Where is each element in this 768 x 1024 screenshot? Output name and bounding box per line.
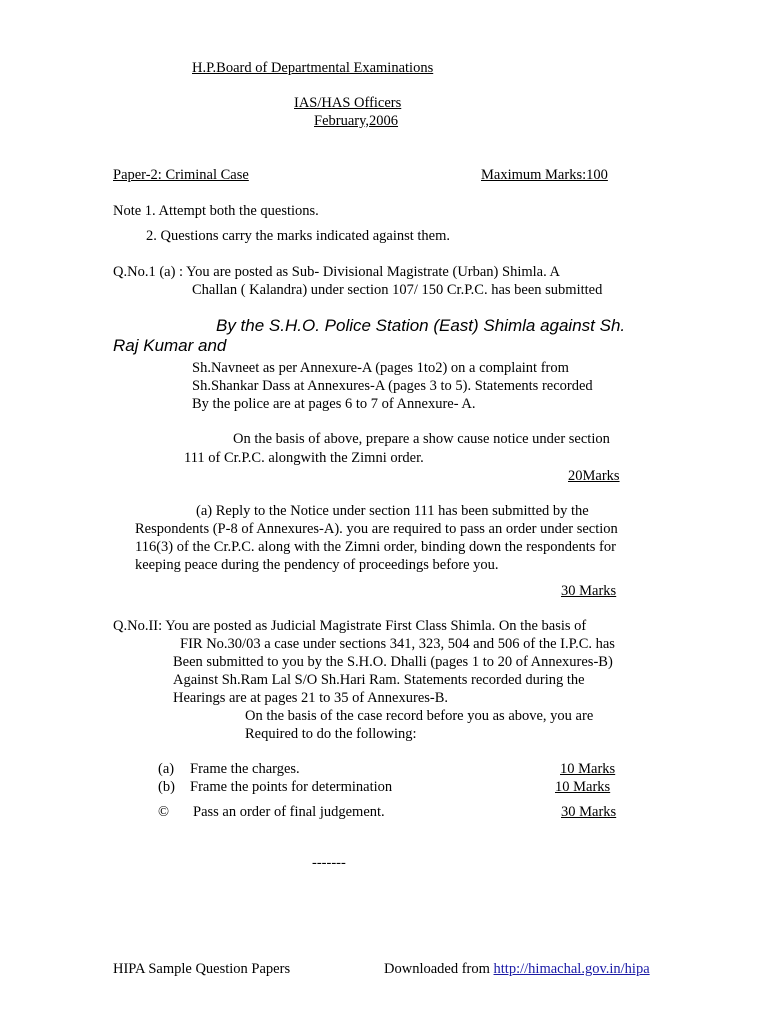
note-1: Note 1. Attempt both the questions. <box>113 203 319 219</box>
q1b-line-1: (a) Reply to the Notice under section 111 has been submitted by the <box>196 503 589 519</box>
q1b-line-2: Respondents (P-8 of Annexures-A). you are required to pass an order under section <box>135 521 618 537</box>
q1b-marks: 30 Marks <box>561 583 617 599</box>
officers-heading: IAS/HAS Officers <box>294 95 402 111</box>
max-marks: Maximum Marks:100 <box>481 167 608 183</box>
q2-line-3: Been submitted to you by the S.H.O. Dhalli (pages 1 to 20 of Annexures-B) <box>173 654 613 670</box>
footer-prefix: Downloaded from <box>384 961 490 977</box>
q2-line-7: Required to do the following: <box>245 726 417 742</box>
q1b-line-4: keeping peace during the pendency of proceedings before you. <box>135 557 499 573</box>
q1-line-4: Raj Kumar and <box>113 336 227 355</box>
q2-line-6: On the basis of the case record before you as above, you are <box>245 708 594 724</box>
q2-line-1: Q.No.II: You are posted as Judicial Magistrate First Class Shimla. On the basis of <box>113 618 587 634</box>
item-marks: 10 Marks <box>560 761 616 777</box>
item-marks: 30 Marks <box>561 804 617 820</box>
q1-line-5: Sh.Navneet as per Annexure-A (pages 1to2) on a complaint from <box>192 360 569 376</box>
board-title: H.P.Board of Departmental Examinations <box>192 60 434 76</box>
footer-left: HIPA Sample Question Papers <box>113 961 291 977</box>
q1b-line-3: 116(3) of the Cr.P.C. along with the Zimni order, binding down the respondents for <box>135 539 616 555</box>
hipa-link[interactable]: http://himachal.gov.in/hipa <box>493 961 650 977</box>
q1-line-7: By the police are at pages 6 to 7 of Annexure- A. <box>192 396 476 412</box>
item-marks: 10 Marks <box>555 779 611 795</box>
q1-line-6: Sh.Shankar Dass at Annexures-A (pages 3 to 5). Statements recorded <box>192 378 593 394</box>
item-label: (a) <box>158 761 175 777</box>
q1-line-1: Q.No.1 (a) : You are posted as Sub- Divisional Magistrate (Urban) Shimla. A <box>113 264 561 280</box>
item-text: Frame the points for determination <box>190 779 393 795</box>
paper-title: Paper-2: Criminal Case <box>113 167 249 183</box>
q1a-marks: 20Marks <box>568 468 620 484</box>
q1-line-2: Challan ( Kalandra) under section 107/ 150 Cr.P.C. has been submitted <box>192 282 603 298</box>
item-label: © <box>158 804 170 820</box>
item-text: Frame the charges. <box>190 761 300 777</box>
q1-line-3: By the S.H.O. Police Station (East) Shimla against Sh. <box>216 316 626 335</box>
item-text: Pass an order of final judgement. <box>193 804 385 820</box>
note-2: 2. Questions carry the marks indicated against them. <box>146 228 451 244</box>
q2-line-4: Against Sh.Ram Lal S/O Sh.Hari Ram. Statements recorded during the <box>173 672 585 688</box>
end-marker: ------- <box>312 855 346 871</box>
q2-line-5: Hearings are at pages 21 to 35 of Annexures-B. <box>173 690 449 706</box>
footer-download <box>384 960 650 978</box>
item-label: (b) <box>158 779 175 795</box>
q1-line-8: On the basis of above, prepare a show cause notice under section <box>233 431 610 447</box>
q1-line-9: 111 of Cr.P.C. alongwith the Zimni order. <box>184 450 424 466</box>
q2-line-2: FIR No.30/03 a case under sections 341, 323, 504 and 506 of the I.P.C. has <box>180 636 615 652</box>
exam-date: February,2006 <box>314 113 399 129</box>
